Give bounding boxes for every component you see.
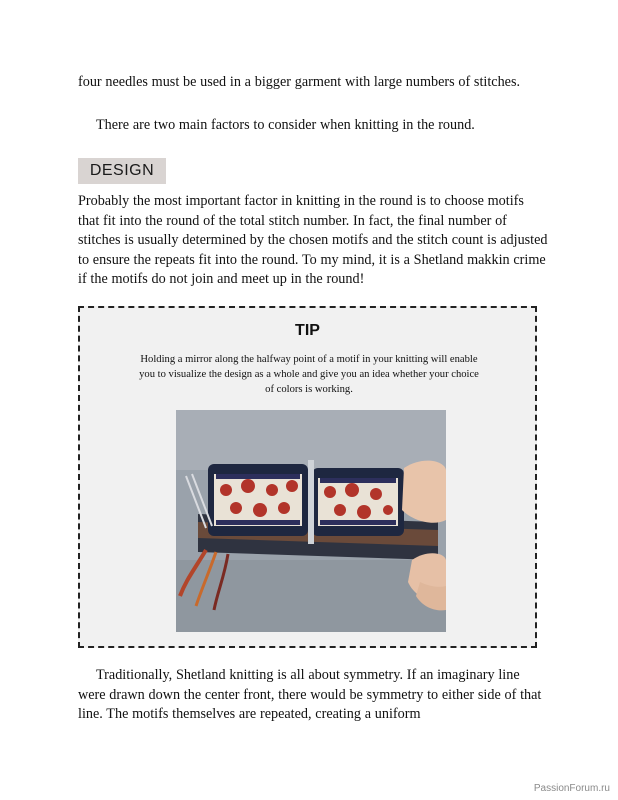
intro-paragraph-2: There are two main factors to consider when knitting in the round. [96,117,475,133]
intro-paragraph-1: four needles must be used in a bigger garment with large numbers of stitches. [78,74,521,90]
design-body: Probably the most important factor in knitting in the round is to choose motifs that fit into the round of the total stitch number. In fact, the final number of stitches is usually determined by the chosen motifs and the stitch count is adjusted to ensure the repeats fit into the round. To my mind, it is a Shetland makkin crime if the motifs do not join and meet up in the round! [78,193,548,288]
tip-title: TIP [295,322,320,339]
tip-box [78,306,537,648]
tip-text: Holding a mirror along the halfway point of a motif in your knitting will enable you to visualize the design as a whole and give you an idea whether your choice of colors is working. [139,354,479,395]
knitting-with-mirror-photo [176,410,446,632]
watermark: PassionForum.ru [533,783,610,794]
closing-paragraph: Traditionally, Shetland knitting is all about symmetry. If an imaginary line were drawn down the center front, there would be symmetry to either side of that line. The motifs themselves are repeated, creating a uniform [78,667,542,723]
design-heading: DESIGN [78,158,166,184]
